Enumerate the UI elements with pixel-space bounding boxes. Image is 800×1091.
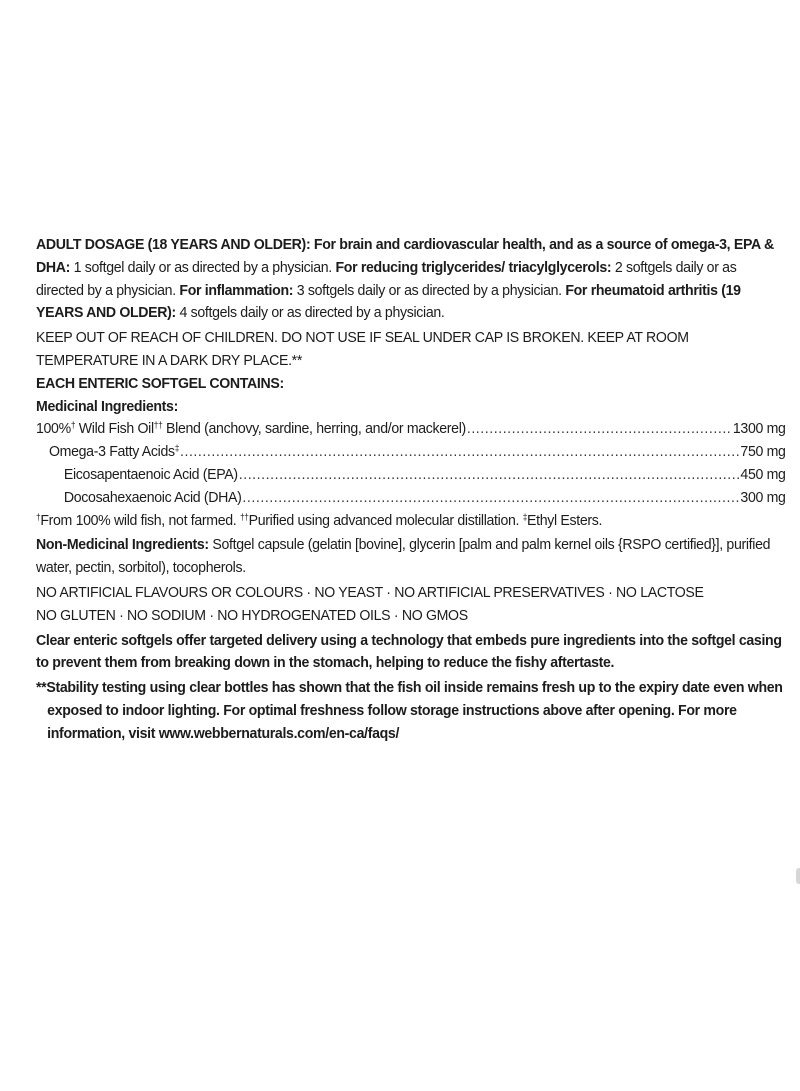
ingredient-amount: 750 mg — [740, 443, 786, 461]
ingredient-amount: 1300 mg — [732, 420, 786, 438]
ingredient-name: 100%† Wild Fish Oil†† Blend (anchovy, sardine, herring, and/or mackerel) — [36, 420, 466, 438]
contents-heading: EACH ENTERIC SOFTGEL CONTAINS: — [36, 374, 284, 392]
non-medicinal-heading: Non-Medicinal Ingredients: — [36, 536, 209, 554]
dot-leader — [180, 441, 740, 464]
dosage-section — [36, 234, 786, 325]
edge-mark — [796, 868, 800, 884]
ingredient-footnote: †From 100% wild fish, not farmed. ††Purified using advanced molecular distillation. ‡Ethyl Esters. — [36, 511, 603, 529]
product-label-text — [36, 234, 786, 746]
ingredient-row-fish-oil — [36, 418, 786, 441]
dosage-text-arthritis: 4 softgels daily or as directed by a physician. — [175, 304, 445, 322]
dosage-text-adult: 1 softgel daily or as directed by a physician. — [70, 258, 336, 276]
ingredient-name: Docosahexaenoic Acid (DHA) — [63, 488, 242, 506]
dosage-heading-triglycerides: For reducing triglycerides/ triacylglycerols: — [335, 258, 612, 276]
ingredient-name: Omega-3 Fatty Acids‡ — [49, 443, 180, 461]
dot-leader — [467, 418, 732, 441]
medicinal-ingredients-heading: Medicinal Ingredients: — [36, 397, 178, 415]
dosage-text-triglycerides: 2 softgels daily or as directed by a physician. — [36, 258, 737, 299]
dot-leader — [239, 464, 740, 487]
ingredient-row-dha — [36, 487, 786, 510]
enteric-description: Clear enteric softgels offer targeted delivery using a technology that embeds pure ingredients into the softgel casing to prevent them from breaking down in the stomach, helping to reduce the fishy aftertaste. — [36, 631, 782, 672]
free-from-line-1: NO ARTIFICIAL FLAVOURS OR COLOURS · NO YEAST · NO ARTIFICIAL PRESERVATIVES · NO LACTOSE — [36, 583, 704, 601]
free-from-line-2: NO GLUTEN · NO SODIUM · NO HYDROGENATED OILS · NO GMOS — [36, 606, 468, 624]
ingredient-amount: 300 mg — [740, 488, 786, 506]
non-medicinal-text: Softgel capsule (gelatin [bovine], glycerin [palm and palm kernel oils {RSPO certified}], purified water, pectin, sorbitol), tocopherols. — [36, 536, 771, 577]
storage-warning: KEEP OUT OF REACH OF CHILDREN. DO NOT USE IF SEAL UNDER CAP IS BROKEN. KEEP AT ROOM TEMPERATURE IN A DARK DRY PLACE.** — [36, 329, 689, 369]
dosage-heading-adult: ADULT DOSAGE (18 YEARS AND OLDER): For brain and cardiovascular health, and as a source of omega-3, EPA & DHA: — [36, 236, 774, 276]
ingredient-row-epa — [36, 464, 786, 487]
dosage-text-inflammation: 3 softgels daily or as directed by a physician. — [293, 281, 566, 299]
stability-note: **Stability testing using clear bottles has shown that the fish oil inside remains fresh up to the expiry date even when exposed to indoor lighting. For optimal freshness follow storage instructions above after opening. For more information, visit www.webbernaturals.com/en-ca/faqs/ — [36, 679, 783, 742]
dosage-heading-arthritis: For rheumatoid arthritis (19 YEARS AND OLDER): — [36, 281, 741, 322]
ingredient-amount: 450 mg — [740, 465, 786, 483]
dot-leader — [242, 487, 739, 510]
non-medicinal-ingredients — [36, 534, 786, 580]
ingredient-name: Eicosapentaenoic Acid (EPA) — [63, 465, 238, 483]
ingredient-row-omega3 — [36, 441, 786, 464]
dosage-heading-inflammation: For inflammation: — [179, 281, 294, 299]
